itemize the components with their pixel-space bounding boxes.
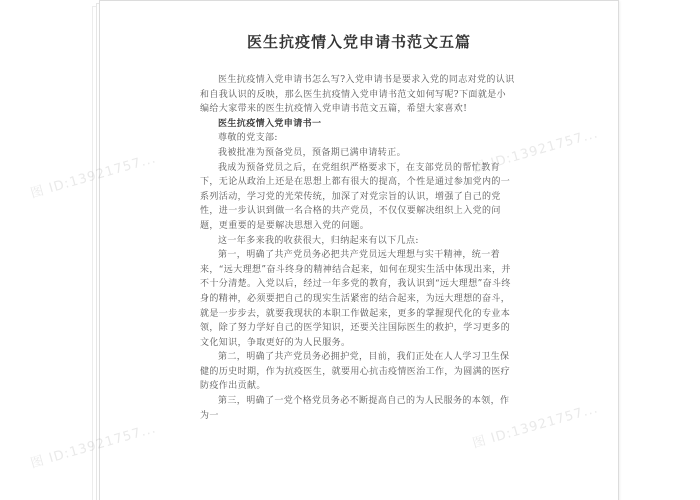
body-paragraph: 第二，明确了共产党员务必拥护党，目前，我们正处在人人学习卫生保健的历史时期，作为抗疫医生，就要用心抗击疫情医治工作，为圆满的医疗防疫作出贡献。 — [200, 352, 511, 392]
document-page — [99, 0, 619, 500]
body-paragraph: 这一年多来我的收获很大，归纳起来有以下几点: — [218, 235, 419, 246]
document-body — [200, 73, 515, 423]
body-paragraph: 我成为预备党员之后，在党组织严格要求下，在支部党员的帮忙教育下，无论从政治上还是在思想上都有很大的提高，个性是通过参加党内的一系列活动，学习党的光荣传统，加深了对党宗旨的认识，增强了自己的党性，进一步认识到做一名合格的共产党员，不仅仅要解决组织上入党的问题，更重要的是要解决思想入党的问题。 — [200, 162, 511, 231]
body-paragraph: 尊敬的党支部: — [218, 133, 278, 144]
document-title: 医生抗疫情入党申请书范文五篇 — [246, 33, 471, 51]
body-paragraph: 我被批准为预备党员，预备期已满申请转正。 — [218, 147, 407, 158]
document-content — [100, 1, 618, 500]
watermark-text: 图 — [29, 453, 47, 472]
body-paragraph: 第一，明确了共产党员务必把共产党员远大理想与实干精神，统一着来，“远大理想”奋斗终身的精神结合起来，如何在现实生活中体现出来，并不十分清楚。入党以后，经过一年多党的教育，我认识到“远大理想”奋斗终身的精神，必须要把自己的现实生活紧密的结合起来，为远大理想的奋斗，就是一步步去，就要我现状的本职工作做起来，更多的掌握现代化的专业本领，除了努力学好自己的医学知识，还要关注国际医生的救护，学习更多的文化知识，争取更好的为人民服务。 — [200, 250, 511, 348]
body-paragraph: 医生抗疫情入党申请书怎么写?入党申请书是要求入党的同志对党的认识和自我认识的反映，那么医生抗疫情入党申请书范文如何写呢?下面就是小编给大家带来的医生抗疫情入党申请书范文五篇，希望大家喜欢! — [200, 75, 515, 115]
body-paragraph: 第三，明确了一党个格党员务必不断提高自己的为人民服务的本领，作为一 — [200, 396, 510, 421]
section-heading: 医生抗疫情入党申请书一 — [218, 118, 322, 129]
watermark-text: 图 — [29, 183, 47, 202]
